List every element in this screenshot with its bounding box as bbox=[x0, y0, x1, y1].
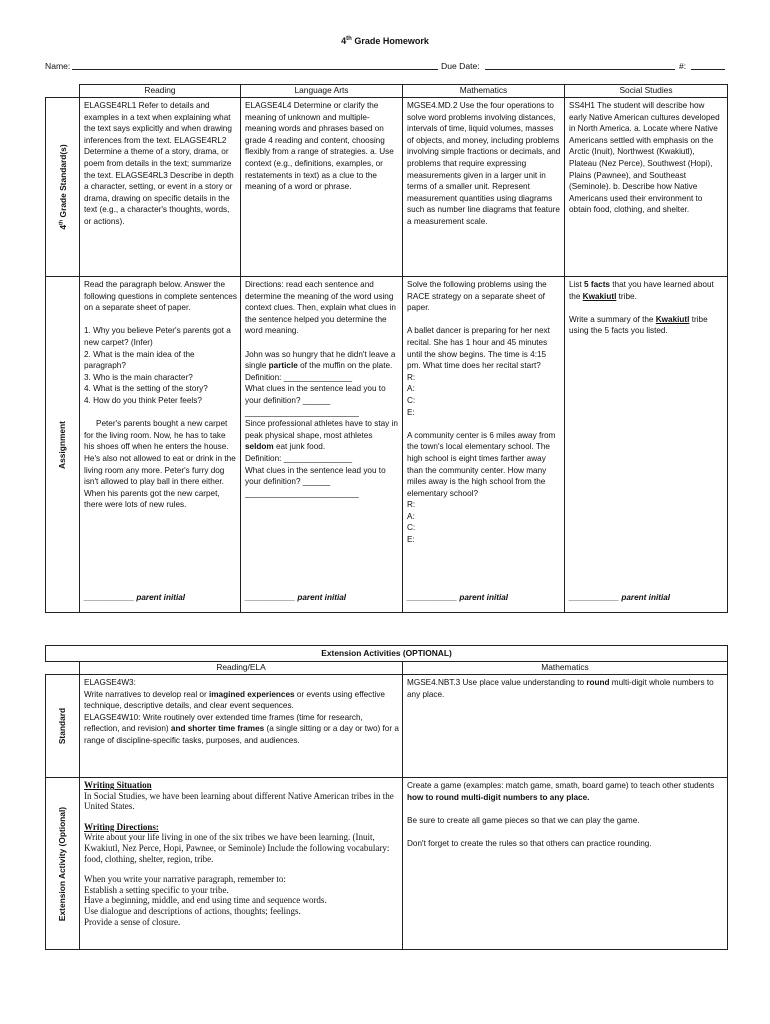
ext-reading-code: ELAGSE4W3: bbox=[84, 678, 136, 687]
social-task-1: List 5 facts that you have learned about the Kwakiutl tribe. bbox=[569, 280, 714, 301]
language-sentence-2: Since professional athletes have to stay in peak physical shape, most athletes seldom eat junk food. bbox=[245, 419, 398, 452]
language-standard: ELAGSE4L4 Determine or clarify the meaning of unknown and multiple-meaning words and phrases based on grade 4 reading and content, choosing flexibly from a range of strategies. a. Use context (e.g., definitions, examples, or restatements in text) as a clue to the meaning of a word or phrase. bbox=[241, 98, 403, 277]
blank-line-2[interactable]: _________________________ bbox=[245, 488, 359, 498]
remember-line: Provide a sense of closure. bbox=[84, 916, 181, 927]
name-field[interactable] bbox=[72, 61, 438, 70]
reading-assignment bbox=[80, 277, 241, 613]
corner-cell bbox=[46, 85, 80, 98]
parent-initial-reading[interactable]: ___________ parent initial bbox=[84, 593, 186, 603]
reading-question: 1. Why you believe Peter's parents got a new carpet? (Infer) bbox=[84, 326, 231, 347]
col-header-language-arts: Language Arts bbox=[241, 85, 403, 98]
reading-question: 4. How do you think Peter feels? bbox=[84, 395, 202, 405]
definition-line-2[interactable]: Definition: _______________ bbox=[245, 453, 352, 463]
race-c: C: bbox=[407, 523, 416, 533]
definition-line-1[interactable]: Definition: _______________ bbox=[245, 372, 352, 382]
number-field[interactable] bbox=[691, 61, 725, 70]
math-activity-2: Be sure to create all game pieces so that we can play the game. bbox=[407, 815, 640, 825]
writing-directions-title: Writing Directions: bbox=[84, 821, 159, 832]
reading-question: 4. What is the setting of the story? bbox=[84, 384, 208, 394]
ext-corner-cell bbox=[46, 662, 80, 675]
social-assignment bbox=[565, 277, 728, 613]
reading-question: 2. What is the main idea of the paragraph? bbox=[84, 349, 195, 371]
col-header-social-studies: Social Studies bbox=[565, 85, 728, 98]
col-header-mathematics: Mathematics bbox=[403, 85, 565, 98]
race-a: A: bbox=[407, 384, 415, 394]
name-label: Name: bbox=[45, 61, 71, 71]
writing-directions: Write about your life living in one of the six tribes we have been learning. (Inuit, Kwakiutl, Nez Perce, Hopi, Pawnee, or Seminole) Include the following vocabulary: food, clothing, shelter, region, tribe. bbox=[84, 832, 390, 864]
race-c: C: bbox=[407, 395, 416, 405]
parent-initial-language[interactable]: ___________ parent initial bbox=[245, 593, 347, 603]
standards-side-cell bbox=[46, 98, 80, 277]
social-standard: SS4H1 The student will describe how early Native American cultures developed in North America. a. Locate where Native Americans settled with emphasis on the Arctic (Inuit), Northwest (Kwakiutl), Plateau (Nez Perce), Southwest (Hopi), Plains (Pawnee), and Southeast (Seminole). b. Describe how Native Americans used their environment to obtain food, clothing, and shelter. bbox=[565, 98, 728, 277]
parent-initial-math[interactable]: ___________ parent initial bbox=[407, 593, 509, 603]
due-date-field[interactable] bbox=[485, 61, 675, 70]
language-directions: Directions: read each sentence and determine the meaning of the word using context clues. Then, explain what clues in the sentence helped you determine the word meaning. bbox=[245, 280, 396, 336]
remember-line: Use dialogue and descriptions of actions, thoughts; feelings. bbox=[84, 905, 301, 916]
ext-col-header-reading: Reading/ELA bbox=[80, 662, 403, 675]
ext-math-activity bbox=[403, 778, 728, 950]
parent-initial-social[interactable]: ___________ parent initial bbox=[569, 593, 671, 603]
number-label: #: bbox=[679, 61, 687, 71]
ext-reading-w3: Write narratives to develop real or imagined experiences or events using effective technique, descriptive details, and clear event sequences. bbox=[84, 689, 385, 711]
ext-standard-side-label: Standard bbox=[56, 707, 67, 745]
ext-reading-w10: ELAGSE4W10: Write routinely over extended time frames (time for research, reflection, and revision) and shorter time frames (a single sitting or a day or two) for a range of discipline-specific tasks, purposes, and audiences. bbox=[84, 712, 399, 745]
race-r: R: bbox=[407, 372, 416, 382]
student-info-line bbox=[45, 61, 725, 73]
remember-line: When you write your narrative paragraph, remember to: bbox=[84, 874, 286, 885]
assignment-side-cell bbox=[46, 277, 80, 613]
reading-standard: ELAGSE4RL1 Refer to details and examples in a text when explaining what the text says explicitly and when drawing inferences from the text. ELAGSE4RL2 Determine a theme of a story, drama, or poem from details in the text; summarize the text. ELAGSE4RL3 Describe in depth a character, setting, or event in a story or drama, drawing on specific details in the text (e.g., a character's thoughts, words, or actions). bbox=[80, 98, 241, 277]
math-intro: Solve the following problems using the RACE strategy on a separate sheet of paper. bbox=[407, 280, 547, 313]
race-r: R: bbox=[407, 500, 416, 510]
writing-situation: In Social Studies, we have been learning about different Native American tribes in the United States. bbox=[84, 790, 394, 812]
remember-line: Establish a setting specific to your tribe. bbox=[84, 884, 229, 895]
clues-line-2[interactable]: What clues in the sentence lead you to your definition? ______ bbox=[245, 465, 386, 487]
race-e: E: bbox=[407, 407, 415, 417]
ext-reading-activity bbox=[80, 778, 403, 950]
remember-line: Have a beginning, middle, and end using time and sequence words. bbox=[84, 895, 327, 906]
ext-reading-standard bbox=[80, 675, 403, 778]
math-problem-2: A community center is 6 miles away from the town's local elementary school. The high school is eight times farther away than the community center. How many miles away is the high school from the elementary school? bbox=[407, 430, 556, 498]
writing-situation-title: Writing Situation bbox=[84, 780, 152, 790]
math-activity-1: Create a game (examples: match game, smath, board game) to teach other students how to round multi-digit numbers to any place. bbox=[407, 781, 715, 802]
ext-col-header-math: Mathematics bbox=[403, 662, 728, 675]
math-activity-3: Don't forget to create the rules so that others can practice rounding. bbox=[407, 838, 652, 848]
clues-line-1[interactable]: What clues in the sentence lead you to your definition? ______ bbox=[245, 384, 386, 405]
ext-standard-side-cell bbox=[46, 675, 80, 778]
ext-activity-side-cell bbox=[46, 778, 80, 950]
language-assignment bbox=[241, 277, 403, 613]
reading-passage: Peter's parents bought a new carpet for the living room. Now, he has to take his shoes off when he enters the house. He's also not allowed to eat or drink in the living room any more. Peter's furry dog isn't allowed to play ball in there either. When his parents got the new carpet, there were lots of new rules. bbox=[84, 419, 236, 510]
ext-activity-side-label: Extension Activity (Optional) bbox=[56, 806, 67, 921]
ext-math-standard: MGSE4.NBT.3 Use place value understanding to round multi-digit whole numbers to any place. bbox=[403, 675, 728, 778]
math-problem-1: A ballet dancer is preparing for her next recital. She has 1 hour and 45 minutes until the show begins. The time is 4:15 pm. What time does her recital start? bbox=[407, 326, 550, 371]
blank-line-1[interactable]: _________________________ bbox=[245, 407, 359, 417]
reading-question: 3. Who is the main character? bbox=[84, 372, 193, 382]
math-standard: MGSE4.MD.2 Use the four operations to solve word problems involving distances, intervals of time, liquid volumes, masses of objects, and money, including problems involving simple fractions or decimals, and problems that require expressing measurements given in a larger unit in terms of a smaller unit. Represent measurement quantities using diagrams such as number line diagrams that feature a measurement scale. bbox=[403, 98, 565, 277]
math-assignment bbox=[403, 277, 565, 613]
language-sentence-1: John was so hungry that he didn't leave a single particle of the muffin on the plate. bbox=[245, 349, 396, 371]
extension-title: Extension Activities (OPTIONAL) bbox=[46, 646, 728, 662]
due-date-label: Due Date: bbox=[441, 61, 480, 71]
reading-intro: Read the paragraph below. Answer the following questions in complete sentences on a separate sheet of paper. bbox=[84, 280, 237, 313]
col-header-reading: Reading bbox=[80, 85, 241, 98]
race-a: A: bbox=[407, 511, 415, 521]
page-title: 4th Grade Homework bbox=[341, 36, 429, 46]
assignment-side-label: Assignment bbox=[56, 420, 67, 469]
race-e: E: bbox=[407, 535, 415, 545]
standards-side-label: 4th Grade Standard(s) bbox=[57, 144, 68, 230]
extension-table bbox=[45, 645, 728, 950]
social-task-2: Write a summary of the Kwakiutl tribe using the 5 facts you listed. bbox=[569, 314, 708, 336]
homework-table bbox=[45, 84, 728, 613]
